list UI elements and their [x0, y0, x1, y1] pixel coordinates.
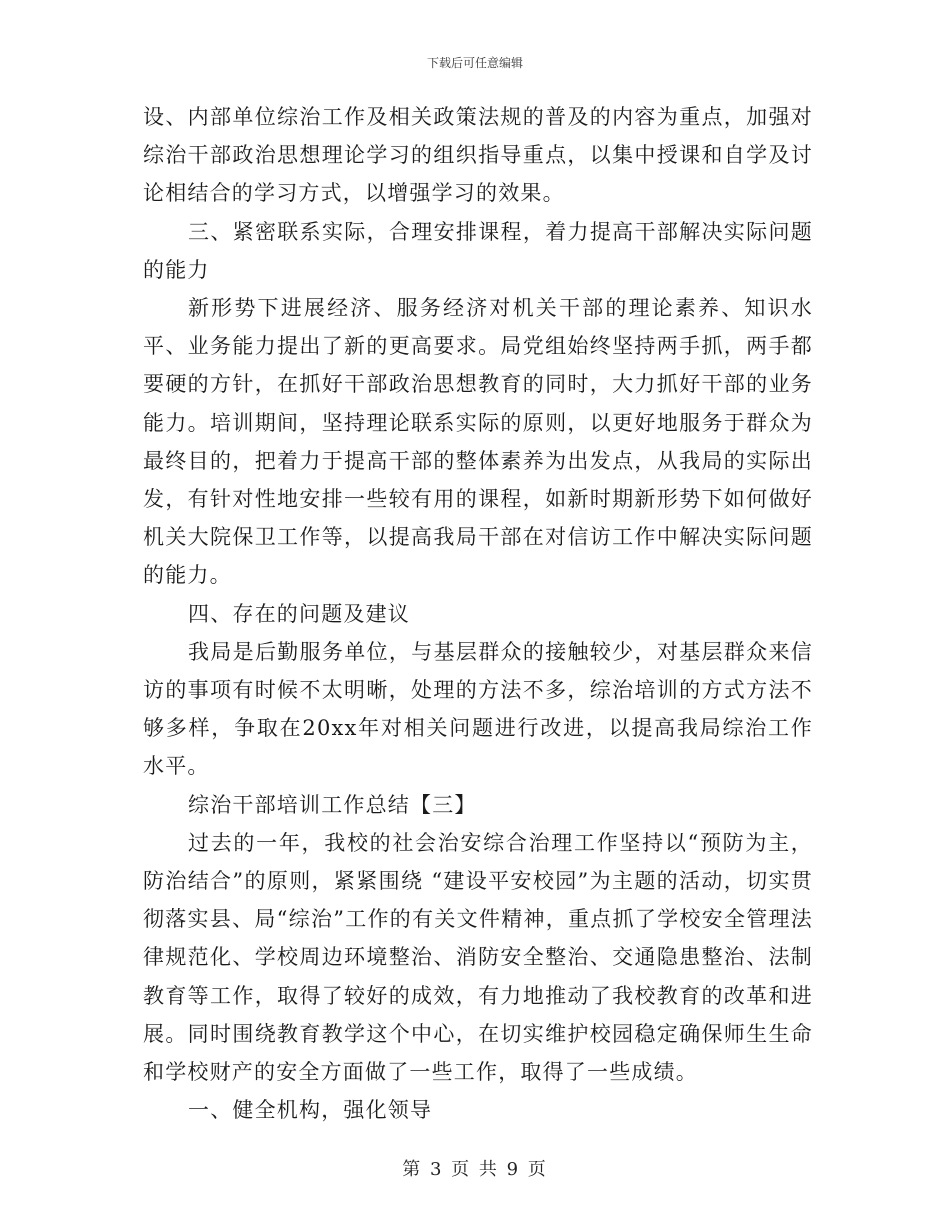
- page-header: 下载后可任意编辑: [426, 56, 523, 70]
- article-title: 综治干部培训工作总结【三】: [188, 792, 477, 817]
- section-heading-3: 三、紧密联系实际，合理安排课程，着力提高干部解决实际问题的能力: [143, 219, 813, 282]
- page-number: 第 3 页 共 9 页: [402, 1159, 548, 1180]
- section-heading-1: 一、健全机构，强化领导: [188, 1098, 433, 1123]
- paragraph-3: 新形势下进展经济、服务经济对机关干部的理论素养、知识水平、业务能力提出了新的更高要求。局党组始终坚持两手抓，两手都要硬的方针，在抓好干部政治思想教育的同时，大力抓好干部的业务能力。培训期间，坚持理论联系实际的原则，以更好地服务于群众为最终目的，把着力于提高干部的整体素养为出发点，从我局的实际出发，有针对性地安排一些较有用的课程，如新时期新形势下如何做好机关大院保卫工作等，以提高我局干部在对信访工作中解决实际问题的能力。: [143, 296, 813, 588]
- section-heading-4: 四、存在的问题及建议: [188, 601, 410, 626]
- document-body: [143, 98, 813, 1129]
- paragraph-1: 设、内部单位综治工作及相关政策法规的普及的内容为重点，加强对综治干部政治思想理论学习的组织指导重点，以集中授课和自学及讨论相结合的学习方式，以增强学习的效果。: [143, 105, 813, 206]
- paragraph-5: 我局是后勤服务单位，与基层群众的接触较少，对基层群众来信访的事项有时候不太明晰，处理的方法不多，综治培训的方式方法不够多样，争取在20xx年对相关问题进行改进，以提高我局综治工作水平。: [143, 639, 813, 779]
- paragraph-7: 过去的一年，我校的社会治安综合治理工作坚持以“预防为主，防治结合”的原则，紧紧围绕 “建设平安校园”为主题的活动，切实贯彻落实县、局“综治”工作的有关文件精神，重点抓了学校安全管理法律规范化、学校周边环境整治、消防安全整治、交通隐患整治、法制教育等工作，取得了较好的成效，有力地推动了我校教育的改革和进展。同时围绕教育教学这个中心，在切实维护校园稳定确保师生生命和学校财产的安全方面做了一些工作，取得了一些成绩。: [143, 830, 813, 1085]
